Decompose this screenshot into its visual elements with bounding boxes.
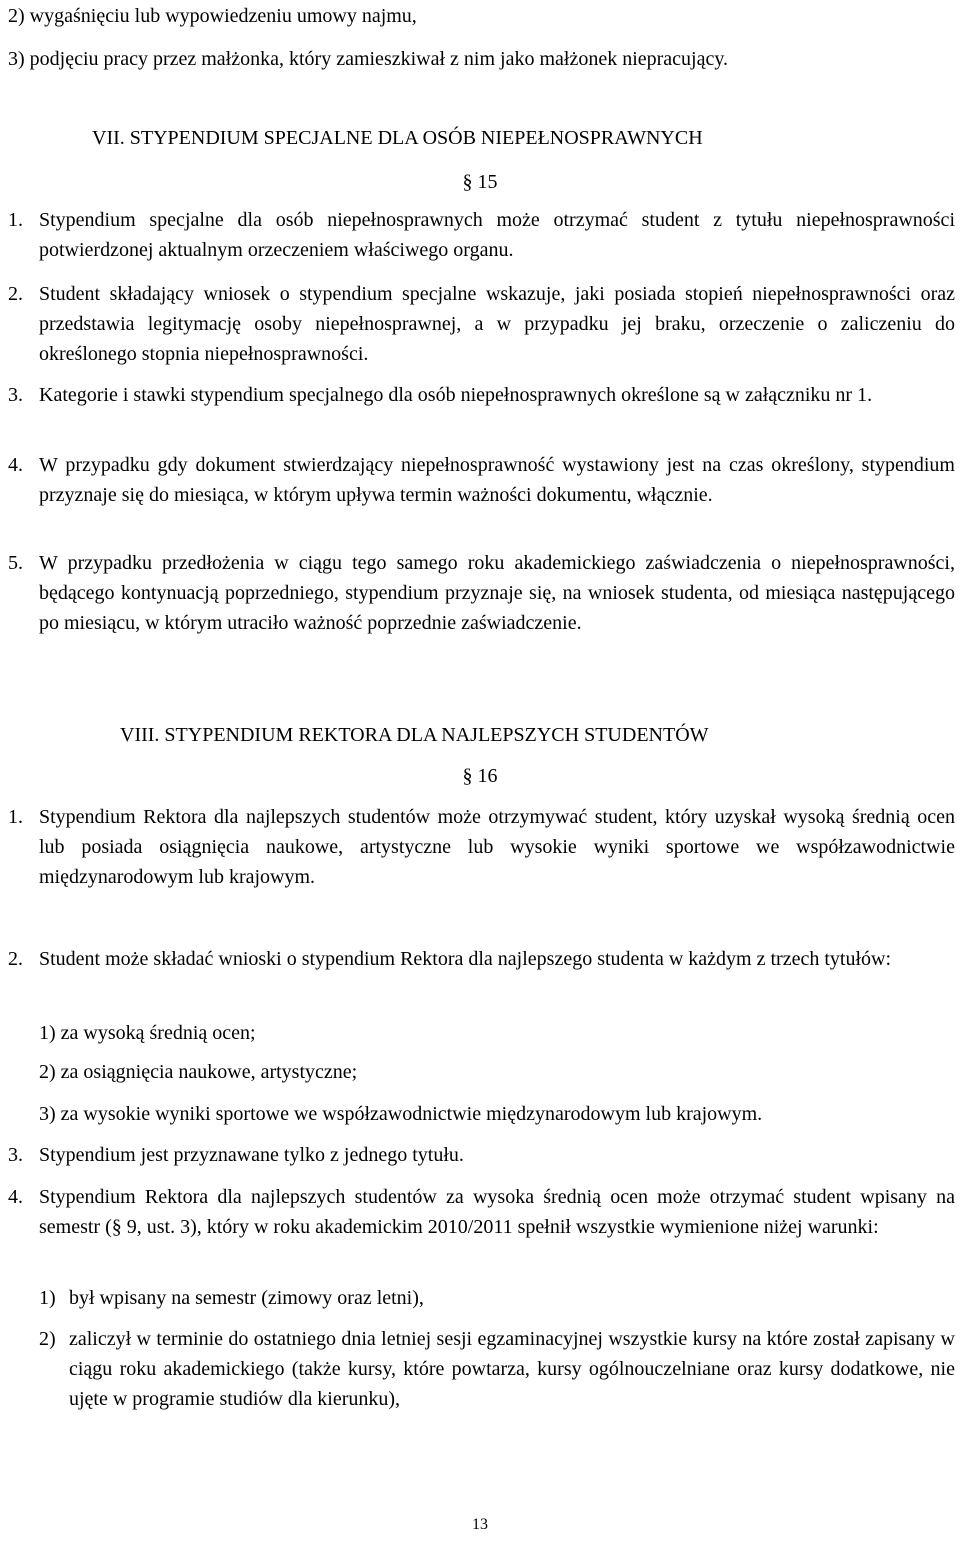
point-number: 3. <box>8 1144 23 1166</box>
point-text: Kategorie i stawki stypendium specjalnego dla osób niepełnosprawnych określone są w załączniku nr 1. <box>39 384 873 406</box>
point-number: 2. <box>8 283 23 305</box>
list-item: 3) podjęciu pracy przez małżonka, który zamieszkiwał z nim jako małżonek niepracujący. <box>8 48 729 70</box>
point-number: 4. <box>8 454 23 476</box>
list-item: 3) za wysokie wyniki sportowe we współzawodnictwie międzynarodowym lub krajowym. <box>39 1103 763 1125</box>
point-number: 2. <box>8 948 23 970</box>
point-text: W przypadku gdy dokument stwierdzający niepełnosprawność wystawiony jest na czas określony, stypendium przyznaje się do miesiąca, w którym upływa termin ważności dokumentu, włącznie. <box>39 454 955 506</box>
point-text: Student może składać wnioski o stypendium Rektora dla najlepszego studenta w każdym z trzech tytułów: <box>39 948 892 970</box>
point-number: 4. <box>8 1186 23 1208</box>
point-text: Stypendium Rektora dla najlepszych studentów może otrzymywać student, który uzyskał wysoką średnią ocen lub posiada osiągnięcia naukowe, artystyczne lub wysokie wyniki sportowe we współzawodnictwie międzynarodowym lub krajowym. <box>39 806 955 888</box>
point-text: Stypendium specjalne dla osób niepełnosprawnych może otrzymać student z tytułu niepełnosprawności potwierdzonej aktualnym orzeczeniem właściwego organu. <box>39 209 955 261</box>
section-heading: VII. STYPENDIUM SPECJALNE DLA OSÓB NIEPEŁNOSPRAWNYCH <box>92 127 703 149</box>
list-item: 1) za wysoką średnią ocen; <box>39 1022 256 1044</box>
paragraph-number: § 16 <box>462 765 498 787</box>
list-item: 2) za osiągnięcia naukowe, artystyczne; <box>39 1061 358 1083</box>
page-number: 13 <box>472 1516 488 1533</box>
list-item: 2) wygaśnięciu lub wypowiedzeniu umowy najmu, <box>8 5 417 27</box>
sub-point-number: 1) <box>39 1287 56 1309</box>
point-number: 1. <box>8 209 23 231</box>
point-text: Student składający wniosek o stypendium specjalne wskazuje, jaki posiada stopień niepełnosprawności oraz przedstawia legitymację osoby niepełnosprawnej, a w przypadku jej braku, orzeczenie o zaliczeniu do określonego stopnia niepełnosprawności. <box>39 283 955 365</box>
paragraph-number: § 15 <box>462 171 498 193</box>
sub-point-text: był wpisany na semestr (zimowy oraz letni), <box>69 1287 424 1309</box>
sub-point-number: 2) <box>39 1328 56 1350</box>
point-text: W przypadku przedłożenia w ciągu tego samego roku akademickiego zaświadczenia o niepełnosprawności, będącego kontynuacją poprzedniego, stypendium przyznaje się, na wniosek studenta, od miesiąca następującego po miesiącu, w którym utraciło ważność poprzednie zaświadczenie. <box>39 552 955 634</box>
point-number: 3. <box>8 384 23 406</box>
section-heading: VIII. STYPENDIUM REKTORA DLA NAJLEPSZYCH STUDENTÓW <box>120 724 709 746</box>
sub-point-text: zaliczył w terminie do ostatniego dnia letniej sesji egzaminacyjnej wszystkie kursy na które został zapisany w ciągu roku akademickiego (także kursy, które powtarza, kursy ogólnouczelniane oraz kursy dodatkowe, nie ujęte w programie studiów dla kierunku), <box>69 1328 955 1410</box>
point-text: Stypendium jest przyznawane tylko z jednego tytułu. <box>39 1144 464 1166</box>
point-number: 1. <box>8 806 23 828</box>
point-number: 5. <box>8 552 23 574</box>
point-text: Stypendium Rektora dla najlepszych studentów za wysoka średnią ocen może otrzymać student wpisany na semestr (§ 9, ust. 3), który w roku akademickim 2010/2011 spełnił wszystkie wymienione niżej warunki: <box>39 1186 955 1238</box>
